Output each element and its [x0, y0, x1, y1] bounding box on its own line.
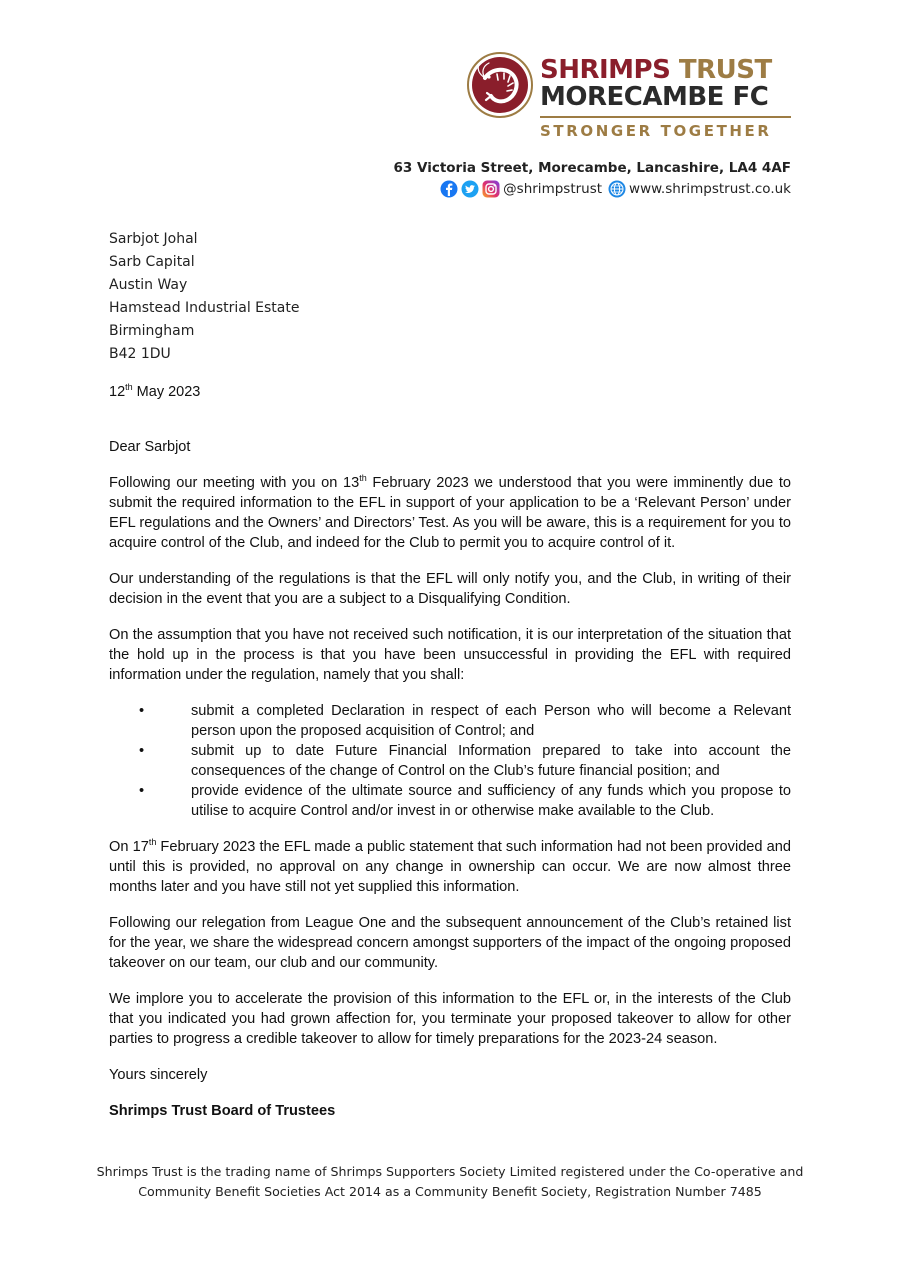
paragraph-4-text-b: February 2023 the EFL made a public statement that such information had not been provided and until this is provided, no approval on any change in ownership can occur. We are now almost three months later and you have still not yet supplied this information.	[109, 839, 791, 895]
list-item-text: submit up to date Future Financial Information prepared to take into account the consequences of the change of Control on the Club’s future financial position; and	[191, 743, 791, 779]
social-links	[440, 180, 791, 198]
website-link[interactable]: www.shrimpstrust.co.uk	[629, 181, 791, 197]
closing: Yours sincerely	[109, 1067, 208, 1083]
sender-address: 63 Victoria Street, Morecambe, Lancashire, LA4 4AF	[393, 160, 791, 176]
recipient-city: Birmingham	[109, 323, 195, 339]
letterhead-logo	[467, 52, 797, 144]
paragraph-5: Following our relegation from League One and the subsequent announcement of the Club’s retained list for the year, we share the widespread concern amongst supporters of the impact of the ongoing proposed takeover on our team, our club and our community.	[109, 915, 791, 971]
list-item-text: provide evidence of the ultimate source and sufficiency of any funds which you propose to utilise to acquire Control and/or invest in or otherwise make available to the Club.	[191, 783, 791, 819]
date-suffix: th	[125, 382, 133, 392]
recipient-postcode: B42 1DU	[109, 346, 171, 362]
recipient-name: Sarbjot Johal	[109, 231, 198, 247]
list-item-text: submit a completed Declaration in respect of each Person who will become a Relevant person upon the proposed acquisition of Control; and	[191, 703, 791, 739]
paragraph-1-sup: th	[359, 473, 367, 484]
letter-body	[109, 473, 791, 1137]
paragraph-4-text-a: On 17	[109, 839, 149, 855]
signoff: Shrimps Trust Board of Trustees	[109, 1103, 336, 1119]
instagram-icon[interactable]	[482, 180, 500, 198]
bullet-marker: •	[139, 703, 145, 719]
paragraph-3: On the assumption that you have not received such notification, it is our interpretation of the situation that the hold up in the process is that you have been unsuccessful in providing the EFL with required information under the regulation, namely that you shall:	[109, 627, 791, 683]
footer-line-2: Community Benefit Societies Act 2014 as a Community Benefit Society, Registration Number 7485	[138, 1184, 762, 1199]
twitter-icon[interactable]	[461, 180, 479, 198]
paragraph-1-text-a: Following our meeting with you on 13	[109, 475, 360, 491]
brand-name-line2: MORECAMBE FC	[540, 82, 769, 112]
salutation: Dear Sarbjot	[109, 439, 191, 455]
paragraph-4-sup: th	[148, 837, 157, 848]
bullet-marker: •	[139, 743, 145, 759]
list-item	[109, 741, 791, 781]
brand-word-shrimps: SHRIMPS	[540, 55, 671, 85]
social-handle[interactable]: @shrimpstrust	[503, 181, 603, 197]
letter-date	[109, 382, 200, 400]
globe-icon	[608, 180, 626, 198]
legal-footer	[0, 1162, 900, 1202]
brand-divider	[540, 116, 791, 118]
paragraph-6: We implore you to accelerate the provision of this information to the EFL or, in the interests of the Club that you indicated you had grown affection for, you terminate your proposed takeover to allow for other parties to progress a credible takeover to allow for timely preparations for the 2023-24 season.	[109, 991, 791, 1047]
list-item	[109, 781, 791, 821]
paragraph-4	[109, 837, 791, 897]
brand-word-trust: TRUST	[678, 55, 772, 85]
recipient-company: Sarb Capital	[109, 254, 195, 270]
recipient-estate: Hamstead Industrial Estate	[109, 300, 300, 316]
requirements-list	[109, 701, 791, 821]
paragraph-2: Our understanding of the regulations is that the EFL will only notify you, and the Club, in writing of their decision in the event that you are a subject to a Disqualifying Condition.	[109, 571, 791, 607]
recipient-address	[109, 228, 299, 366]
paragraph-1	[109, 473, 791, 553]
date-day: 12	[109, 383, 126, 400]
brand-tagline: STRONGER TOGETHER	[540, 122, 772, 140]
footer-line-1: Shrimps Trust is the trading name of Shrimps Supporters Society Limited registered under the Co-operative and	[96, 1164, 804, 1179]
facebook-icon[interactable]	[440, 180, 458, 198]
bullet-marker: •	[139, 783, 145, 799]
recipient-street: Austin Way	[109, 277, 188, 293]
brand-name-line1	[540, 56, 772, 84]
date-month-year: May 2023	[132, 383, 201, 400]
shrimp-emblem-icon	[467, 52, 533, 118]
paragraph-1-text-b: February 2023 we understood that you were imminently due to submit the required information to the EFL in support of your application to be a ‘Relevant Person’ under EFL regulations and the Owners’ and Directors’ Test. As you will be aware, this is a requirement for you to acquire control of the Club, and indeed for the Club to permit you to acquire control of it.	[109, 475, 792, 551]
list-item	[109, 701, 791, 741]
